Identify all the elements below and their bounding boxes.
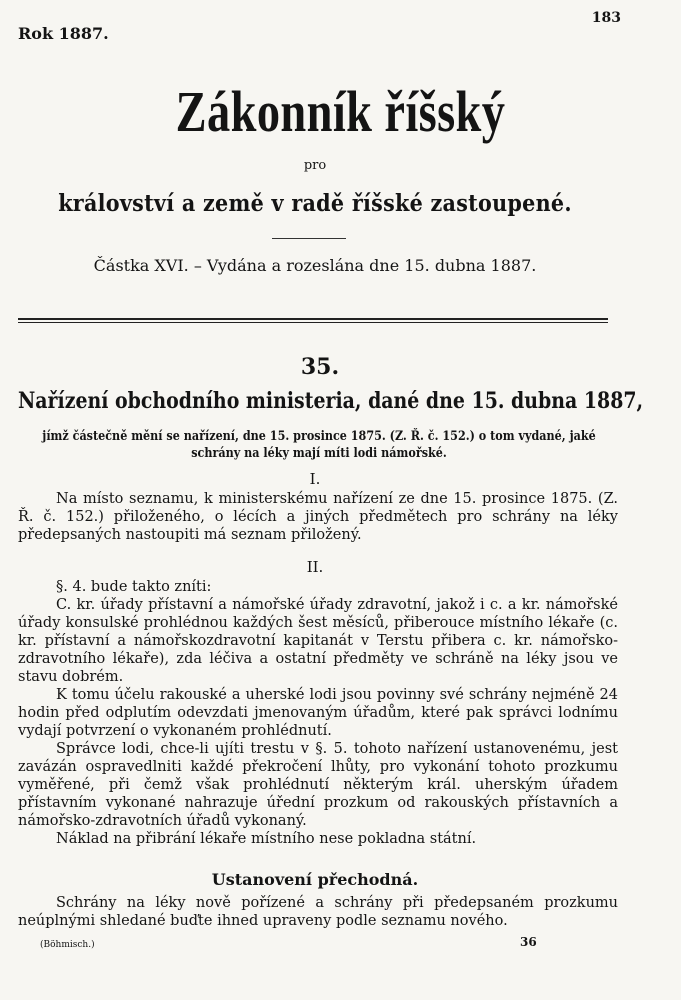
issue-line: Částka XVI. – Vydána a rozeslána dne 15. dubna 1887. — [93, 256, 537, 275]
section-2-paragraph-2: K tomu účelu rakouské a uherské lodi jsou povinny své schrány nejméně 24 hodin před odplutím odevzdati jmenovaným úřadům, které pak správci lodnímu vydají potvrzení o vykonaném prohlédnutí. — [18, 687, 618, 739]
section-2-paragraph-4: Náklad na přibrání lékaře místního nese pokladna státní. — [56, 831, 477, 847]
document-number: 35. — [300, 354, 340, 380]
edition-label: (Böhmisch.) — [40, 940, 95, 950]
short-divider — [272, 238, 346, 239]
title-connector: pro — [303, 158, 327, 173]
section-numeral-1: I. — [309, 470, 321, 488]
document-subheading: jímž částečně mění se nařízení, dne 15. prosince 1875. (Z. Ř. č. 152.) o tom vydané, jaké schrány na léky mají míti lodi námořské. — [42, 429, 596, 461]
publication-subtitle: království a země v radě říšské zastoupené. — [58, 190, 572, 217]
section-2-intro: §. 4. bude takto zníti: — [56, 579, 212, 595]
transitional-body — [18, 894, 618, 930]
section-1-body — [18, 490, 618, 544]
section-numeral-2: II. — [306, 558, 324, 576]
header-rule — [18, 318, 608, 320]
year-label: Rok 1887. — [18, 24, 109, 43]
header-rule-thin — [18, 322, 608, 323]
sheet-number: 36 — [520, 935, 537, 949]
page-number: 183 — [591, 10, 621, 26]
publication-title: Zákonník říšský — [175, 79, 506, 144]
document-heading: Nařízení obchodního ministeria, dané dne 15. dubna 1887, — [18, 388, 644, 414]
transitional-paragraph: Schrány na léky nově pořízené a schrány při předepsaném prozkumu neúplnými shledané buďte ihned upraveny podle seznamu nového. — [18, 895, 618, 929]
section-1-paragraph: Na místo seznamu, k ministerskému nařízení ze dne 15. prosince 1875. (Z. Ř. č. 152.) přiloženého, o lécích a jiných předmětech pro schrány na léky předepsaných nastoupiti má seznam přiložený. — [18, 491, 618, 543]
section-2-paragraph-3: Správce lodi, chce-li ujíti trestu v §. 5. tohoto nařízení ustanovenému, jest zavázán ospravedlniti každé překročení lhůty, pro vykonání tohoto prozkumu vyměřené, při čemž však prohlédnutí některým král. uherským úřadem přístavním vykonané nahrazuje úřední prozkum od rakouských přístavních a námořsko-zdravotních úřadů vykonaný. — [18, 741, 618, 829]
section-2-body — [18, 578, 618, 848]
transitional-heading: Ustanovení přechodná. — [211, 870, 419, 889]
section-2-paragraph-1: C. kr. úřady přístavní a námořské úřady zdravotní, jakož i c. a kr. námořské úřady konsulské prohlédnou každých šest měsíců, přiberouce místního lékaře (c. kr. přístavní a námořskozdravotní kapitanát v Terstu přibera c. kr. námořsko-zdravotního lékaře), zda léčiva a ostatní předměty ve schráně na léky jsou ve stavu dobrém. — [18, 597, 618, 685]
